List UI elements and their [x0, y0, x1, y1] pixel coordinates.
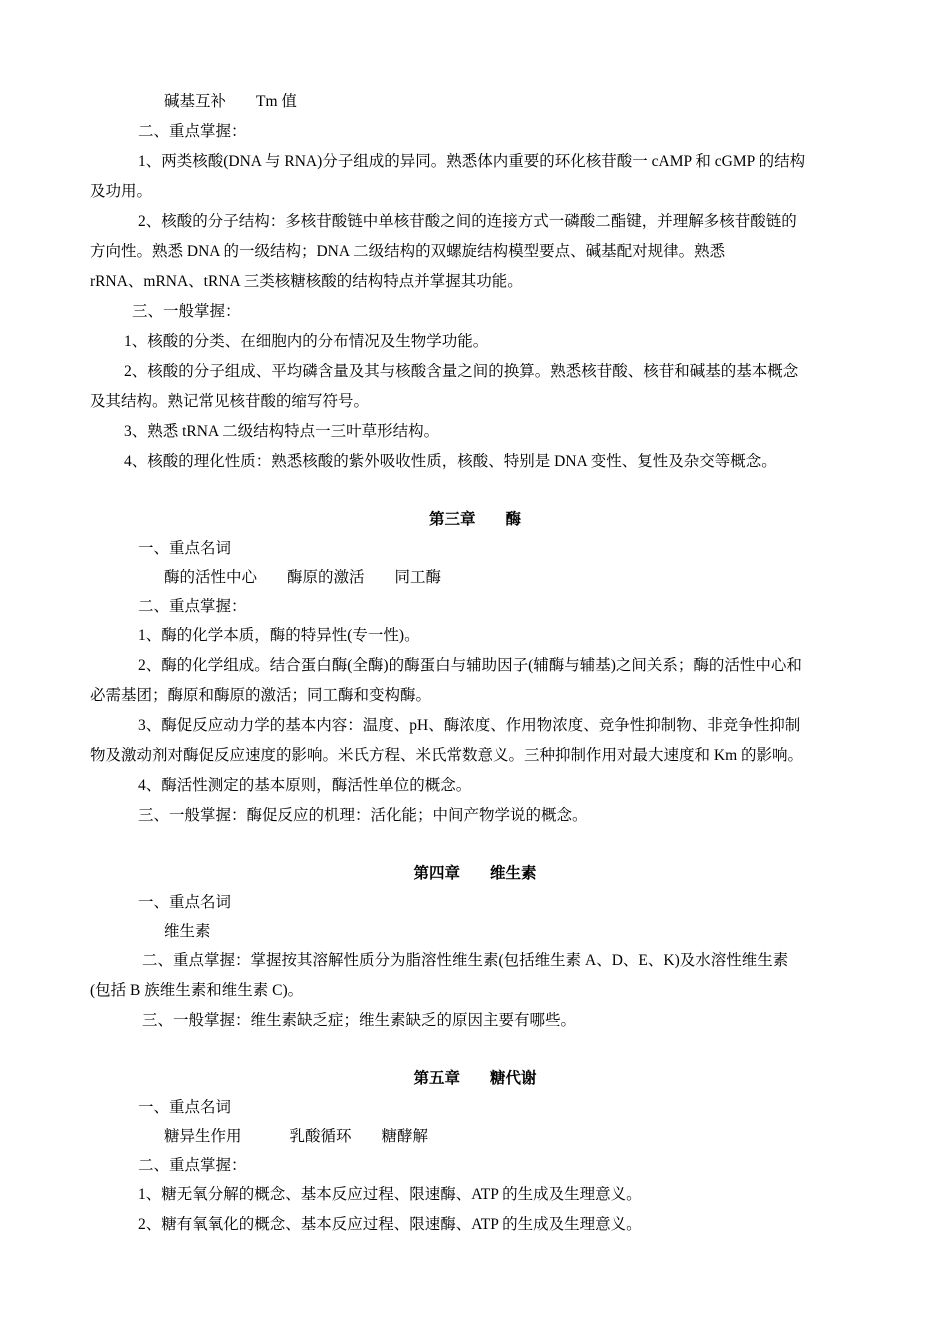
paragraph-line: 三、一般掌握：酶促反应的机理：活化能；中间产物学说的概念。 — [138, 807, 588, 824]
chapter-name: 糖代谢 — [490, 1070, 537, 1087]
term-zymogen-activation: 酶原的激活 — [287, 569, 365, 586]
chapter-number: 第三章 — [428, 511, 476, 528]
chapter-name: 酶 — [505, 511, 522, 528]
chapter-number: 第五章 — [413, 1070, 460, 1087]
term-line — [164, 1127, 428, 1147]
term-vitamin: 维生素 — [164, 923, 211, 940]
section-heading: 三、一般掌握： — [132, 303, 241, 320]
paragraph-line: rRNA、mRNA、tRNA 三类核糖核酸的结构特点并掌握其功能。 — [90, 273, 523, 290]
term-lactic-acid-cycle: 乳酸循环 — [289, 1128, 352, 1145]
section-heading: 二、重点掌握： — [138, 1157, 247, 1174]
section-heading: 一、重点名词 — [138, 894, 232, 911]
paragraph-line: 3、酶促反应动力学的基本内容：温度、pH、酶浓度、作用物浓度、竞争性抑制物、非竞争性抑制 — [138, 717, 801, 734]
section-heading: 一、重点名词 — [138, 540, 232, 557]
chapter-number: 第四章 — [413, 865, 460, 882]
term-glycolysis: 糖酵解 — [381, 1128, 429, 1145]
paragraph-line: 及其结构。熟记常见核苷酸的缩写符号。 — [90, 393, 370, 410]
chapter-name: 维生素 — [490, 865, 537, 882]
term-active-center: 酶的活性中心 — [164, 569, 258, 586]
paragraph-line: 1、两类核酸(DNA 与 RNA)分子组成的异同。熟悉体内重要的环化核苷酸一 cAMP 和 cGMP 的结构 — [138, 153, 806, 170]
paragraph-line: 4、核酸的理化性质：熟悉核酸的紫外吸收性质，核酸、特别是 DNA 变性、复性及杂交等概念。 — [124, 453, 777, 470]
paragraph-line: 2、核酸的分子组成、平均磷含量及其与核酸含量之间的换算。熟悉核苷酸、核苷和碱基的基本概念 — [124, 363, 799, 380]
paragraph-line: 1、糖无氧分解的概念、基本反应过程、限速酶、ATP 的生成及生理意义。 — [138, 1186, 642, 1203]
chapter-title-5 — [0, 1069, 950, 1089]
paragraph-line: 物及激动剂对酶促反应速度的影响。米氏方程、米氏常数意义。三种抑制作用对最大速度和 Km 的影响。 — [90, 747, 804, 764]
term-line — [164, 568, 441, 588]
section-heading: 二、重点掌握： — [138, 123, 247, 140]
term-line — [164, 92, 297, 112]
paragraph-line: 2、糖有氧氧化的概念、基本反应过程、限速酶、ATP 的生成及生理意义。 — [138, 1216, 642, 1233]
paragraph-line: 4、酶活性测定的基本原则，酶活性单位的概念。 — [138, 777, 472, 794]
term-isoenzyme: 同工酶 — [394, 569, 442, 586]
paragraph-line: 2、酶的化学组成。结合蛋白酶(全酶)的酶蛋白与辅助因子(辅酶与辅基)之间关系；酶的活性中心和 — [138, 657, 802, 674]
paragraph-line: 必需基团；酶原和酶原的激活；同工酶和变构酶。 — [90, 687, 432, 704]
paragraph-line: 三、一般掌握：维生素缺乏症；维生素缺乏的原因主要有哪些。 — [142, 1012, 577, 1029]
paragraph-line: 二、重点掌握：掌握按其溶解性质分为脂溶性维生素(包括维生素 A、D、E、K)及水溶性维生素 — [142, 952, 789, 969]
section-heading: 二、重点掌握： — [138, 598, 247, 615]
paragraph-line: 3、熟悉 tRNA 二级结构特点一三叶草形结构。 — [124, 423, 440, 440]
section-heading: 一、重点名词 — [138, 1099, 232, 1116]
term-base-pairing: 碱基互补 — [164, 93, 227, 110]
paragraph-line: 1、酶的化学本质，酶的特异性(专一性)。 — [138, 627, 420, 644]
term-gluconeogenesis: 糖异生作用 — [164, 1128, 242, 1145]
chapter-title-3 — [0, 510, 950, 530]
paragraph-line: 2、核酸的分子结构：多核苷酸链中单核苷酸之间的连接方式一磷酸二酯键，并理解多核苷酸链的 — [138, 213, 797, 230]
paragraph-line: 及功用。 — [90, 183, 153, 200]
term-tm-value: Tm 值 — [256, 93, 297, 110]
chapter-title-4 — [0, 864, 950, 884]
paragraph-line: 方向性。熟悉 DNA 的一级结构；DNA 二级结构的双螺旋结构模型要点、碱基配对规律。熟悉 — [90, 243, 726, 260]
paragraph-line: 1、核酸的分类、在细胞内的分布情况及生物学功能。 — [124, 333, 489, 350]
paragraph-line: (包括 B 族维生素和维生素 C)。 — [90, 982, 304, 999]
